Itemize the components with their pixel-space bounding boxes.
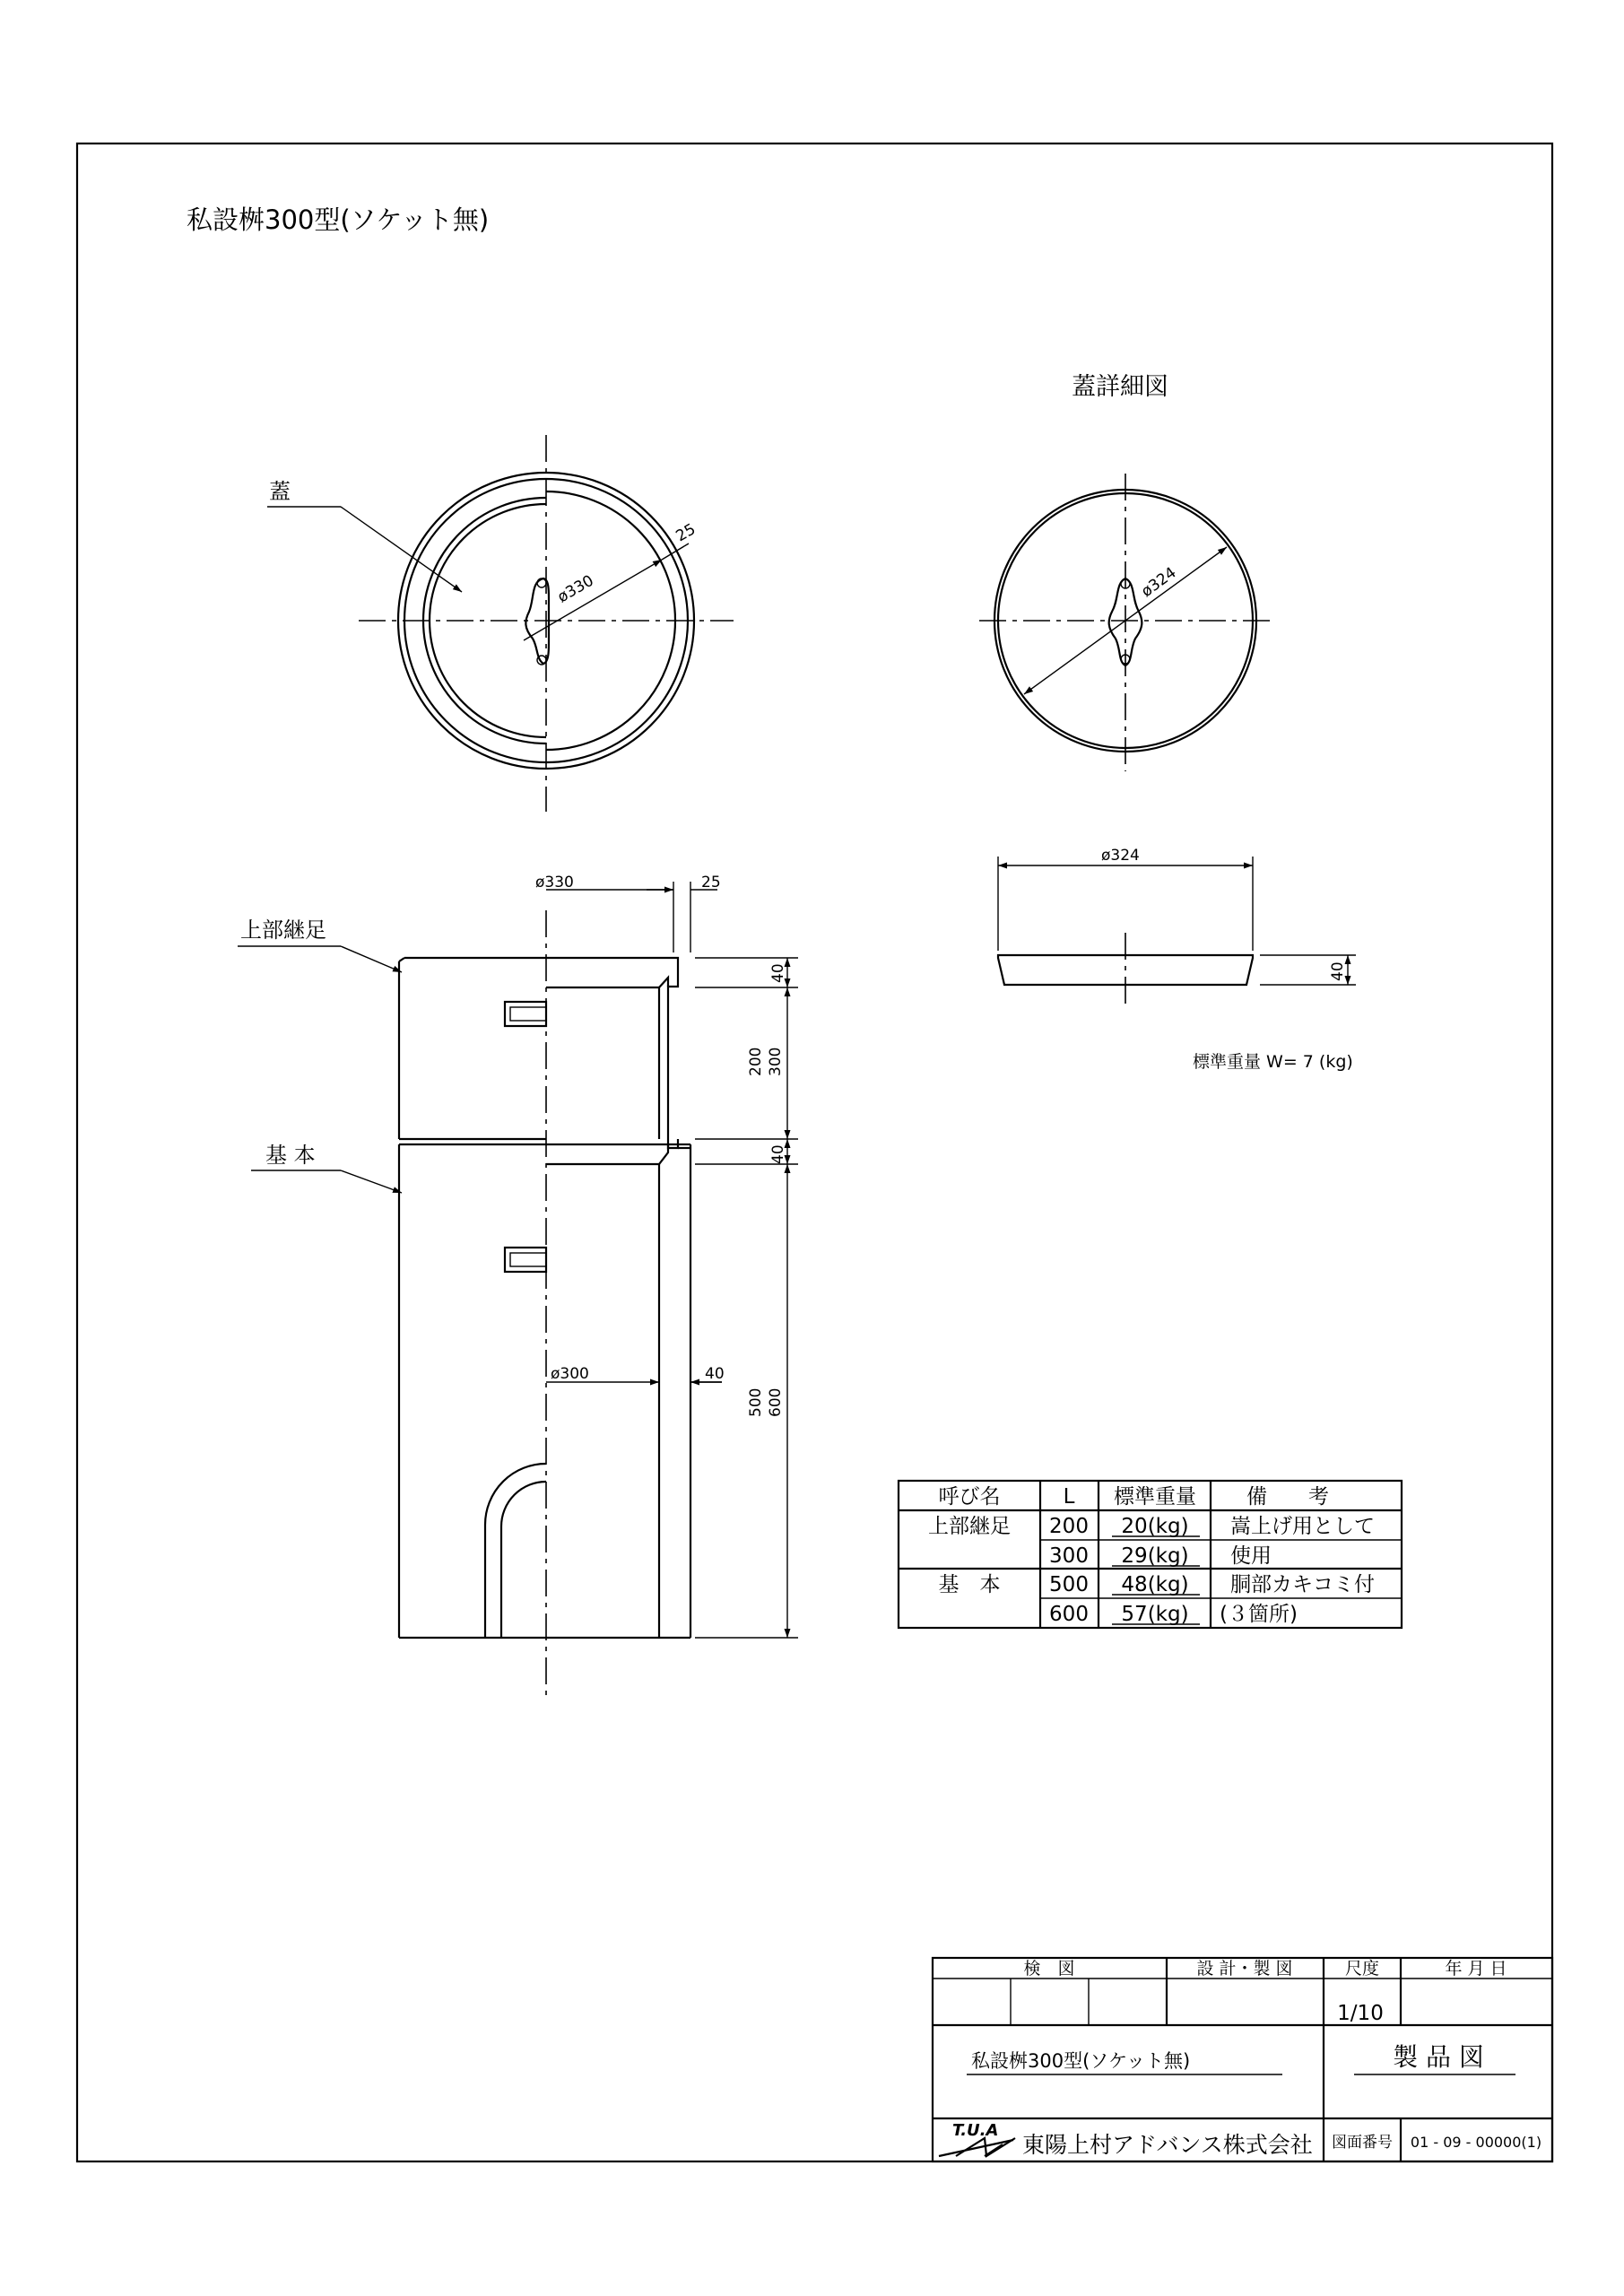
dim-upper-step: 40 — [769, 963, 787, 983]
dim-base-len-b: 600 — [767, 1387, 785, 1417]
side-view — [238, 874, 798, 1700]
dim-side-rim: 25 — [701, 874, 721, 891]
table-cell-l: 200 — [1049, 1515, 1089, 1538]
title-block-drawing-name: 私設桝300型(ソケット無) — [971, 2050, 1191, 2072]
lid-detail-title: 蓋詳細図 — [1072, 373, 1168, 401]
table-cell-weight: 48(kg) — [1121, 1573, 1189, 1596]
table-cell-weight: 20(kg) — [1121, 1515, 1189, 1538]
title-block-design: 設 計・製 図 — [1196, 1959, 1293, 1979]
company-logo: T.U.A — [952, 2121, 999, 2140]
label-lid: 蓋 — [269, 479, 291, 504]
top-view — [267, 435, 734, 812]
title-block-scale: 1/10 — [1337, 2002, 1384, 2025]
table-cell-l: 500 — [1049, 1573, 1089, 1596]
title-block-number-label: 図面番号 — [1332, 2134, 1393, 2152]
dim-base-len-a: 500 — [747, 1387, 765, 1417]
lid-weight: 標準重量 W= 7 (kg) — [1193, 1052, 1353, 1072]
table-cell-note: 嵩上げ用として — [1230, 1515, 1375, 1538]
dim-top-rim: 25 — [673, 520, 699, 546]
table-header-l: L — [1063, 1485, 1075, 1509]
company-logo-icon — [939, 2138, 1015, 2156]
dim-top-outer-dia: ø330 — [554, 571, 597, 607]
table-cell-note: 胴部カキコミ付 — [1230, 1573, 1375, 1596]
title-block-number: 01 - 09 - 00000(1) — [1410, 2134, 1542, 2151]
dim-wall: 40 — [705, 1365, 725, 1383]
table-cell-weight: 29(kg) — [1121, 1544, 1189, 1568]
table-header-name: 呼び名 — [938, 1485, 1001, 1509]
table-row-group-name: 基 本 — [938, 1573, 1001, 1596]
title-block — [933, 1958, 1552, 2161]
dim-inner-dia: ø300 — [551, 1365, 589, 1383]
dim-lid-side-dia: ø324 — [1101, 847, 1140, 865]
table-cell-note: (３箇所) — [1220, 1603, 1298, 1626]
table-cell-l: 600 — [1049, 1603, 1089, 1626]
table-header-note: 備 考 — [1246, 1485, 1329, 1509]
label-base: 基 本 — [265, 1143, 316, 1168]
table-cell-l: 300 — [1049, 1544, 1089, 1568]
title-block-company: 東陽上村アドバンス株式会社 — [1022, 2132, 1313, 2158]
title-block-inspection: 検 図 — [1023, 1959, 1075, 1979]
title-block-drawing-type: 製 品 図 — [1393, 2042, 1484, 2072]
dim-base-step: 40 — [769, 1144, 787, 1164]
table-cell-weight: 57(kg) — [1121, 1603, 1189, 1626]
lid-detail-top-view — [979, 474, 1272, 771]
dim-side-outer-dia-text: ø330 — [535, 874, 574, 891]
lid-side-view — [998, 847, 1356, 1072]
dim-lid-dia: ø324 — [1138, 563, 1180, 602]
dim-lid-thickness: 40 — [1329, 961, 1347, 981]
table-header-weight: 標準重量 — [1114, 1485, 1196, 1509]
table-cell-note: 使用 — [1230, 1544, 1272, 1568]
label-upper-extension: 上部継足 — [240, 918, 326, 943]
dim-upper-len-b: 300 — [767, 1047, 785, 1076]
title-block-scale-label: 尺度 — [1344, 1959, 1380, 1979]
title-block-date-label: 年 月 日 — [1445, 1959, 1507, 1979]
dim-upper-len-a: 200 — [747, 1047, 765, 1076]
table-row-group-name: 上部継足 — [928, 1515, 1011, 1538]
spec-table — [899, 1481, 1402, 1628]
drawing-title: 私設桝300型(ソケット無) — [187, 204, 490, 235]
